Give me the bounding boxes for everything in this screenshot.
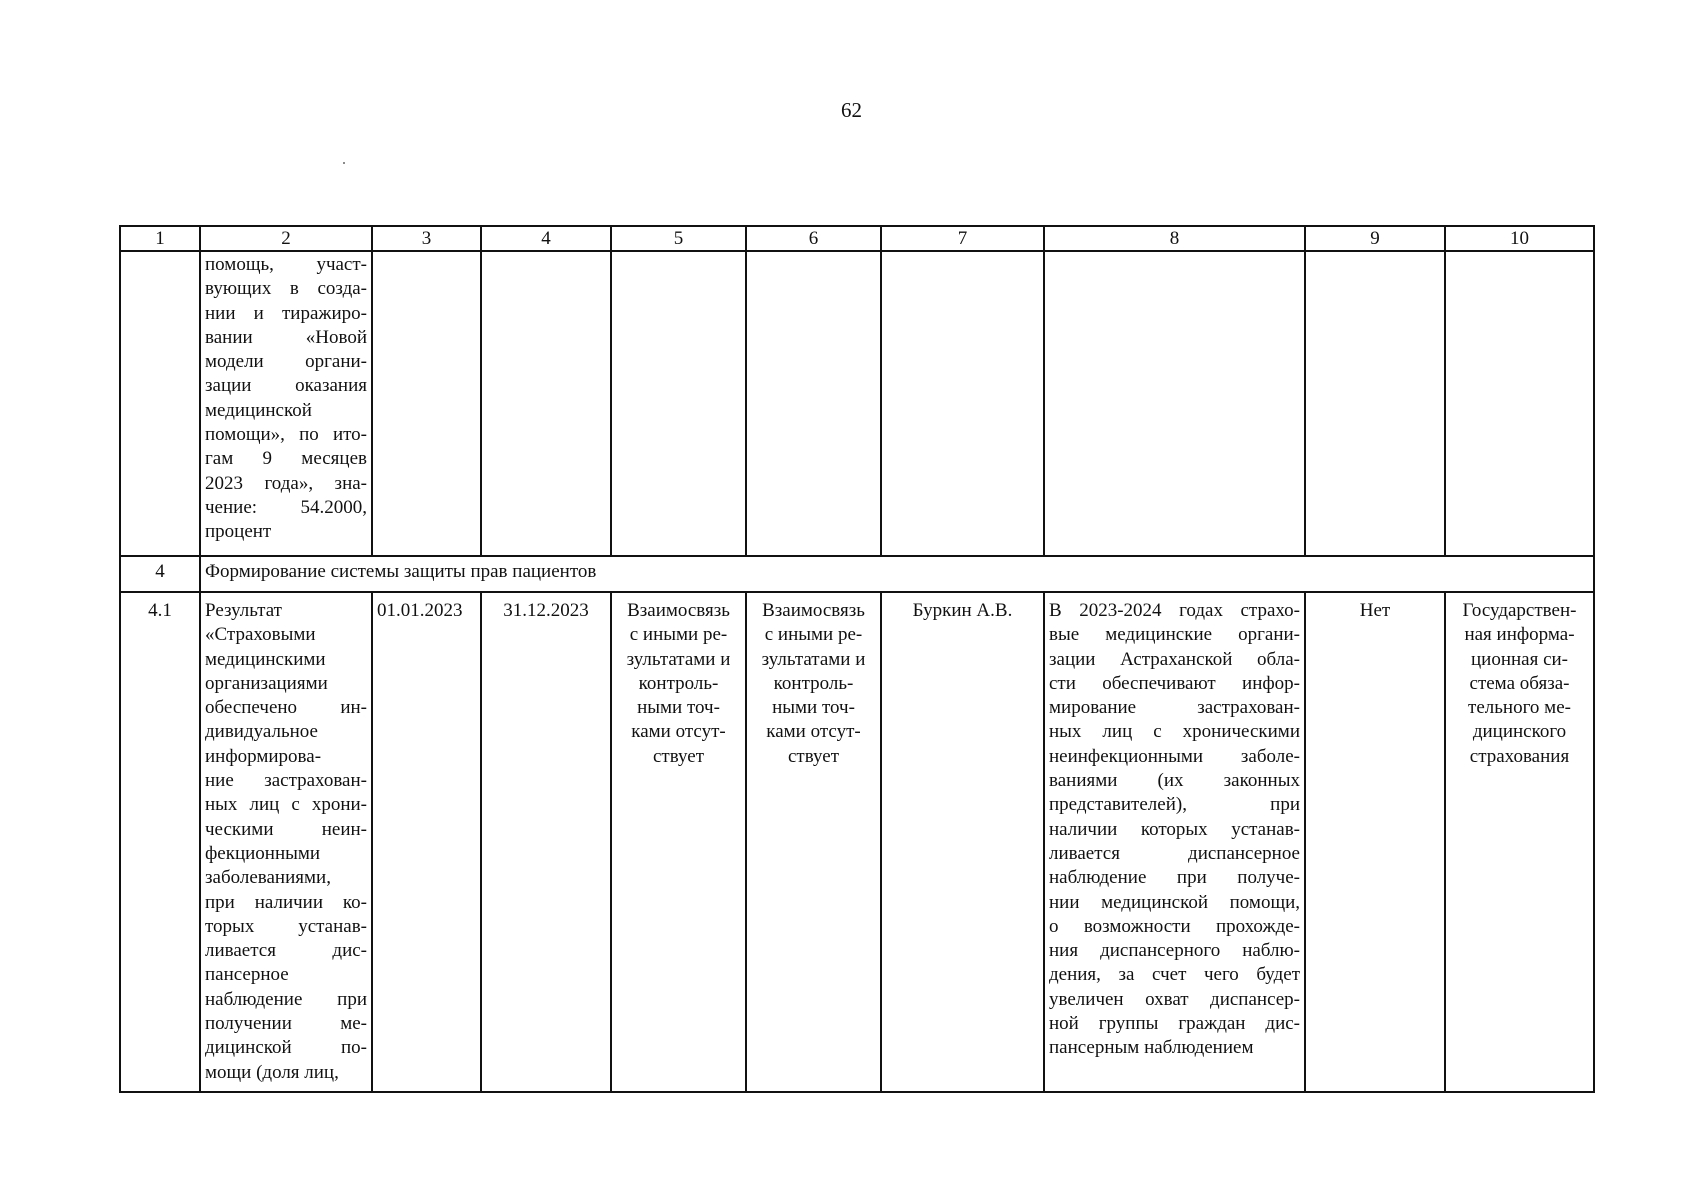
text-line: мощи (доля лиц, [205, 1061, 339, 1083]
scan-speck [343, 162, 345, 164]
text-line: ных лиц с хрони- [205, 794, 367, 816]
empty-cell [746, 251, 881, 556]
text-line: В 2023-2024 годах страхо- [1049, 600, 1300, 621]
text-line: дения, за счет чего будет [1049, 964, 1300, 986]
text-line: ливается дис- [205, 940, 367, 962]
section-number: 4 [120, 556, 200, 592]
relation-text [616, 599, 741, 769]
text-line: ными точ- [637, 697, 720, 719]
column-header: 5 [611, 226, 746, 251]
text-line: медицинскими [205, 648, 326, 670]
text-line: вующих в созда- [205, 278, 367, 300]
text-line: получении ме- [205, 1013, 367, 1035]
text-line: зультатами и [761, 648, 866, 670]
text-line: наблюдение при [205, 988, 367, 1010]
result-text-cell [200, 592, 372, 1092]
text-line: ние застрахован- [205, 770, 367, 792]
text-line: пансерное [205, 964, 289, 986]
column-header: 7 [881, 226, 1044, 251]
text-line: фекционными [205, 842, 321, 864]
text-line: ками отсут- [631, 721, 726, 743]
row-number-cell [120, 251, 200, 556]
empty-cell [481, 251, 611, 556]
text-line: пансерным наблюдением [1049, 1037, 1254, 1059]
text-line: дивидуальное [205, 721, 318, 743]
text-line: организациями [205, 672, 328, 694]
flag-cell: Нет [1305, 592, 1445, 1092]
text-line: ния диспансерного наблю- [1049, 940, 1300, 962]
continued-row [120, 251, 1594, 556]
text-line: увеличен охват диспансер- [1049, 988, 1300, 1010]
text-line: Взаимосвязь [762, 600, 865, 621]
text-line: сти обеспечивают инфор- [1049, 672, 1300, 694]
text-line: мирование застрахован- [1049, 697, 1300, 719]
text-line: наличии которых устанав- [1049, 818, 1300, 840]
text-line: ками отсут- [766, 721, 861, 743]
empty-cell [1044, 251, 1305, 556]
text-line: зации оказания [205, 375, 367, 397]
text-line: дицинской по- [205, 1037, 367, 1059]
item-row [120, 592, 1594, 1092]
text-line: стема обяза- [1469, 672, 1570, 694]
text-line: представителей), при [1049, 794, 1300, 816]
start-date: 01.01.2023 [372, 592, 481, 1092]
text-line: с иными ре- [764, 624, 863, 646]
info-system-cell [1445, 592, 1594, 1092]
text-line: «Страховыми [205, 624, 316, 646]
text-line: зультатами и [626, 648, 731, 670]
text-line: чение: 54.2000, [205, 496, 367, 518]
column-header: 2 [200, 226, 372, 251]
result-text-cell [200, 251, 372, 556]
relation-cell [746, 592, 881, 1092]
text-line: вании «Новой [205, 326, 367, 348]
text-line: гам 9 месяцев [205, 448, 367, 470]
text-line: торых устанав- [205, 915, 367, 937]
text-line: ная информа- [1464, 624, 1575, 646]
section-title: Формирование системы защиты прав пациентов [200, 556, 1594, 592]
text-line: ствует [652, 745, 705, 767]
text-line: ливается диспансерное [1049, 842, 1300, 864]
text-line: процент [205, 521, 272, 543]
text-line: о возможности прохожде- [1049, 915, 1300, 937]
text-line: ваниями (их законных [1049, 770, 1300, 792]
result-text [205, 599, 367, 1085]
text-line: вые медицинские органи- [1049, 624, 1300, 646]
text-line: ными точ- [772, 697, 855, 719]
description-cell [1044, 592, 1305, 1092]
empty-cell [1305, 251, 1445, 556]
section-row [120, 556, 1594, 592]
column-header: 9 [1305, 226, 1445, 251]
responsible-person: Буркин А.В. [881, 592, 1044, 1092]
empty-cell [611, 251, 746, 556]
text-line: контроль- [638, 672, 719, 694]
text-line: ствует [787, 745, 840, 767]
relation-text [751, 599, 876, 769]
text-line: ческими неин- [205, 818, 367, 840]
text-line: ной группы граждан дис- [1049, 1013, 1300, 1035]
text-line: ных лиц с хроническими [1049, 721, 1300, 743]
text-line: ционная си- [1470, 648, 1569, 670]
column-number-row [120, 226, 1594, 251]
text-line: Результат [205, 600, 282, 621]
text-line: медицинской [205, 399, 312, 421]
text-line: зации Астраханской обла- [1049, 648, 1300, 670]
text-line: заболеваниями, [205, 867, 331, 889]
text-line: с иными ре- [629, 624, 728, 646]
text-line: помощь, участ- [205, 254, 367, 275]
text-line: страхования [1469, 745, 1570, 767]
text-line: модели органи- [205, 351, 367, 373]
result-text [205, 253, 367, 545]
text-line: Взаимосвязь [627, 600, 730, 621]
description-text [1049, 599, 1300, 1061]
column-header: 6 [746, 226, 881, 251]
plan-table [119, 225, 1595, 1093]
empty-cell [1445, 251, 1594, 556]
text-line: при наличии ко- [205, 891, 367, 913]
relation-cell [611, 592, 746, 1092]
text-line: нии медицинской помощи, [1049, 891, 1300, 913]
text-line: неинфекционными заболе- [1049, 745, 1300, 767]
empty-cell [881, 251, 1044, 556]
info-system-text [1450, 599, 1589, 769]
item-number: 4.1 [120, 592, 200, 1092]
end-date: 31.12.2023 [481, 592, 611, 1092]
text-line: дицинского [1472, 721, 1567, 743]
column-header: 8 [1044, 226, 1305, 251]
column-header: 4 [481, 226, 611, 251]
text-line: контроль- [773, 672, 854, 694]
text-line: помощи», по ито- [205, 424, 367, 446]
column-header: 1 [120, 226, 200, 251]
text-line: информирова- [205, 745, 322, 767]
empty-cell [372, 251, 481, 556]
text-line: тельного ме- [1468, 697, 1571, 719]
text-line: наблюдение при получе- [1049, 867, 1300, 889]
column-header: 3 [372, 226, 481, 251]
column-header: 10 [1445, 226, 1594, 251]
text-line: Государствен- [1462, 600, 1577, 621]
text-line: обеспечено ин- [205, 697, 367, 719]
text-line: 2023 года», зна- [205, 472, 367, 494]
text-line: нии и тиражиро- [205, 302, 367, 324]
page-number: 62 [841, 98, 862, 122]
